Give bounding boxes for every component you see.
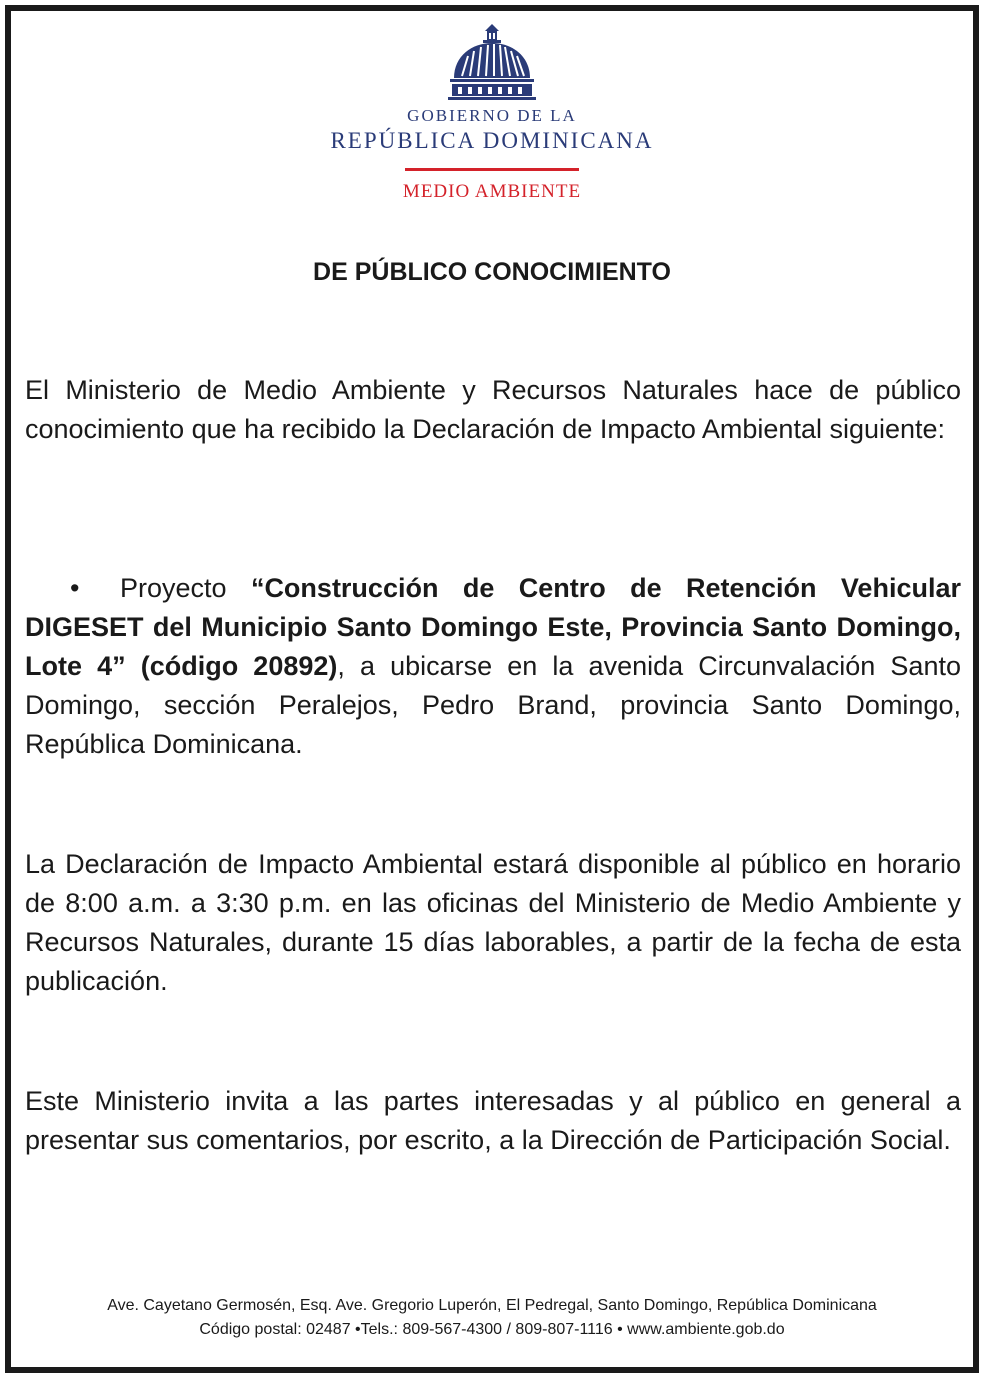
logo-line-republica: REPÚBLICA DOMINICANA	[330, 128, 654, 153]
footer-contact: Código postal: 02487 •Tels.: 809-567-4300 / 809-807-1116 • www.ambiente.gob.do	[199, 1321, 785, 1338]
government-logo	[0, 22, 984, 203]
intro-paragraph: El Ministerio de Medio Ambiente y Recursos Naturales hace de público conocimiento que ha recibido la Declaración de Impacto Ambiental siguiente:	[25, 375, 961, 444]
bullet-icon: •	[70, 573, 80, 603]
project-location: , a ubicarse en la avenida Circunvalación Santo Domingo, sección Peralejos, Pedro Brand, provincia Santo Domingo, República Dominicana.	[25, 651, 961, 759]
project-bullet-paragraph	[25, 569, 961, 764]
footer	[0, 1294, 984, 1342]
logo-line-gobierno: GOBIERNO DE LA	[407, 106, 577, 125]
logo-red-divider	[405, 168, 579, 171]
national-palace-dome-icon	[444, 22, 540, 102]
availability-paragraph: La Declaración de Impacto Ambiental estará disponible al público en horario de 8:00 a.m. a 3:30 p.m. en las oficinas del Ministerio de Medio Ambiente y Recursos Naturales, durante 15 días laborables, a partir de la fecha de esta publicación.	[25, 849, 961, 996]
invitation-paragraph: Este Ministerio invita a las partes interesadas y al público en general a presentar sus comentarios, por escrito, a la Dirección de Participación Social.	[25, 1086, 961, 1155]
logo-ministry-name: MEDIO AMBIENTE	[402, 181, 582, 202]
notice-title: DE PÚBLICO CONOCIMIENTO	[313, 258, 671, 286]
project-prefix: Proyecto	[120, 573, 251, 603]
project-name: “Construcción de Centro de Retención Vehicular DIGESET del Municipio Santo Domingo Este, Provincia Santo Domingo, Lote 4” (código 20892)	[25, 573, 961, 681]
footer-address: Ave. Cayetano Germosén, Esq. Ave. Gregorio Luperón, El Pedregal, Santo Domingo, República Dominicana	[107, 1297, 877, 1314]
